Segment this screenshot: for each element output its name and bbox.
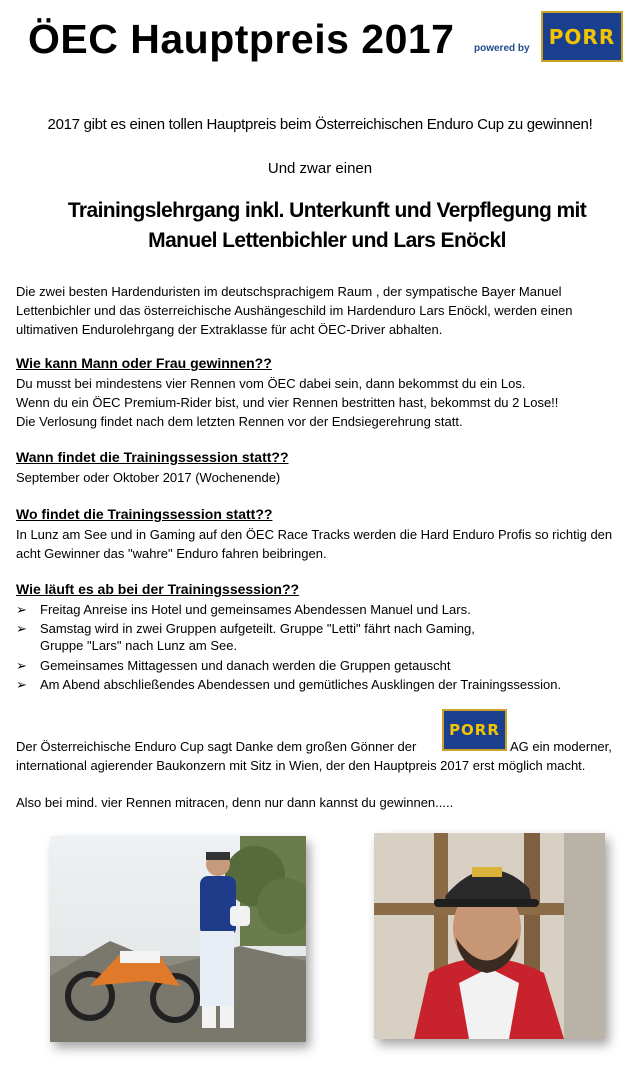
section-text-where bbox=[16, 525, 636, 563]
text-line: Die Verlosung findet nach dem letzten Rennen vor der Endsiegerehrung statt. bbox=[16, 414, 463, 429]
powered-by-label: powered by bbox=[474, 43, 530, 54]
text-line: Du musst bei mindestens vier Rennen vom ÖEC dabei sein, dann bekommst du ein Los. bbox=[16, 376, 526, 391]
prize-headline-line1: Trainingslehrgang inkl. Unterkunft und Verpflegung mit bbox=[67, 199, 587, 222]
bullet-text: Gemeinsames Mittagessen und danach werden die Gruppen getauscht bbox=[40, 658, 451, 673]
text-line: Wenn du ein ÖEC Premium-Rider bist, und vier Rennen bestritten hast, bekommst du 2 Lose!! bbox=[16, 395, 559, 410]
arrow-bullet-icon: ➢ bbox=[16, 621, 27, 636]
portrait-photo-image bbox=[374, 833, 605, 1039]
rider-photo-image bbox=[50, 836, 306, 1042]
prize-headline-line2: Manuel Lettenbichler und Lars Enöckl bbox=[148, 229, 506, 252]
text-line: September oder Oktober 2017 (Wochenende) bbox=[16, 470, 281, 485]
thanks-line1-before: Der Österreichische Enduro Cup sagt Danke dem großen Gönner der bbox=[16, 739, 417, 754]
porr-logo bbox=[541, 11, 623, 62]
und-zwar-text: Und zwar einen bbox=[267, 160, 373, 177]
description-line: ultimativen Endurolehrgang der Extraklasse für acht ÖEC-Driver abhalten. bbox=[16, 322, 443, 337]
text-line: acht Gewinner das "wahre" Enduro fahren beibringen. bbox=[16, 546, 327, 561]
section-heading-how: Wie läuft es ab bei der Trainingssession?? bbox=[16, 581, 300, 597]
porr-logo-inline bbox=[442, 709, 507, 751]
thanks-line2: international agierender Baukonzern mit Sitz in Wien, der den Hauptpreis 2017 erst möglich macht. bbox=[16, 758, 586, 773]
arrow-bullet-icon: ➢ bbox=[16, 677, 27, 692]
bullet-item bbox=[16, 675, 561, 694]
section-heading-when: Wann findet die Trainingssession statt?? bbox=[16, 449, 289, 465]
photo-rider-portrait bbox=[374, 833, 605, 1039]
photo-rider-with-motorcycle bbox=[50, 836, 306, 1042]
description-line: Die zwei besten Hardenduristen im deutschsprachigem Raum , der sympatische Bayer Manuel bbox=[16, 284, 562, 299]
text-line: In Lunz am See und in Gaming auf den ÖEC Race Tracks werden die Hard Enduro Profis so richtig den bbox=[16, 527, 613, 542]
thanks-line1-after: AG ein moderner, bbox=[510, 739, 612, 754]
porr-logo-inline-text: PORR bbox=[449, 721, 500, 739]
description bbox=[16, 282, 636, 339]
closing-text: Also bei mind. vier Rennen mitracen, denn nur dann kannst du gewinnen..... bbox=[16, 795, 454, 810]
description-line: Lettenbichler und das österreichische Aushängeschild im Hardenduro Lars Enöckl, werden einen bbox=[16, 303, 573, 318]
porr-logo-text: PORR bbox=[548, 24, 616, 49]
section-text-win bbox=[16, 374, 636, 431]
bullet-item bbox=[16, 619, 475, 638]
bullet-item bbox=[16, 656, 450, 675]
bullet-continuation: Gruppe "Lars" nach Lunz am See. bbox=[40, 638, 238, 653]
section-text-when bbox=[16, 468, 636, 487]
bullet-text: Am Abend abschließendes Abendessen und gemütliches Ausklingen der Trainingssession. bbox=[40, 677, 562, 692]
page-title: ÖEC Hauptpreis 2017 bbox=[28, 16, 455, 62]
prize-headline bbox=[0, 196, 640, 256]
bullet-text: Freitag Anreise ins Hotel und gemeinsames Abendessen Manuel und Lars. bbox=[40, 602, 471, 617]
section-heading-win: Wie kann Mann oder Frau gewinnen?? bbox=[16, 355, 272, 371]
intro-text: 2017 gibt es einen tollen Hauptpreis beim Österreichischen Enduro Cup zu gewinnen! bbox=[47, 116, 593, 133]
section-heading-where: Wo findet die Trainingssession statt?? bbox=[16, 506, 273, 522]
bullet-item bbox=[16, 600, 471, 619]
arrow-bullet-icon: ➢ bbox=[16, 658, 27, 673]
arrow-bullet-icon: ➢ bbox=[16, 602, 27, 617]
bullet-text: Samstag wird in zwei Gruppen aufgeteilt. Gruppe "Letti" fährt nach Gaming, bbox=[40, 621, 475, 636]
